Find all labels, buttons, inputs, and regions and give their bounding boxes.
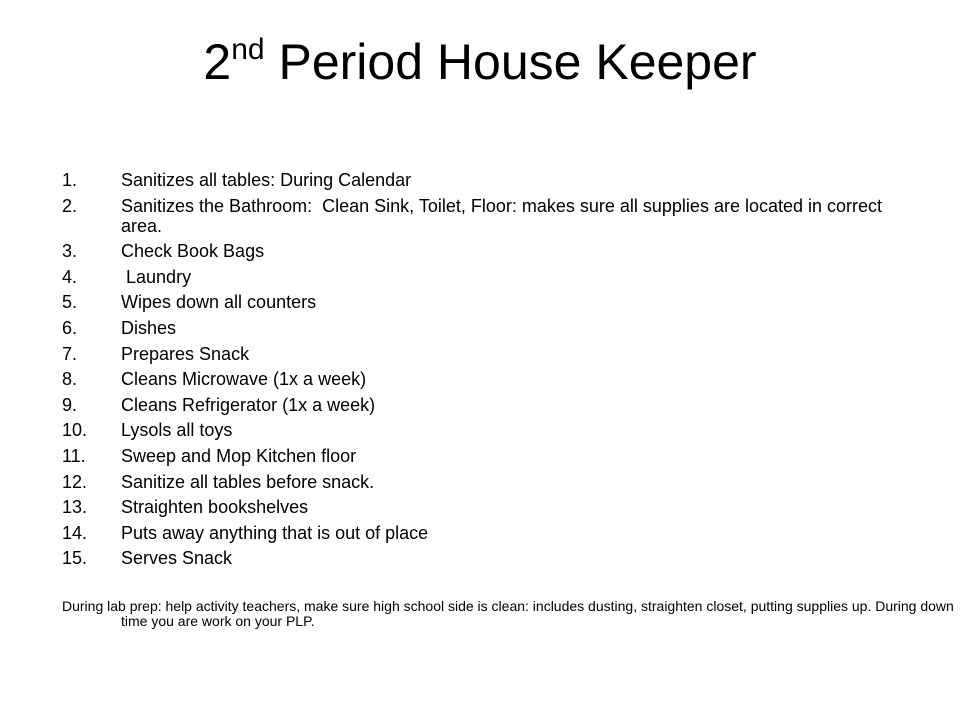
task-number: 15.	[62, 548, 88, 569]
title-text: Period House Keeper	[264, 34, 757, 90]
task-number: 6.	[62, 317, 78, 338]
task-number: 14.	[62, 522, 88, 543]
task-list	[62, 170, 892, 574]
task-text: Prepares Snack	[121, 343, 250, 364]
task-item	[62, 472, 892, 492]
task-item	[62, 497, 892, 517]
task-text: Wipes down all counters	[121, 292, 317, 313]
task-text: Laundry	[121, 266, 192, 287]
task-number: 8.	[62, 369, 78, 390]
task-number: 2.	[62, 195, 78, 216]
task-text: Cleans Microwave (1x a week)	[121, 369, 367, 390]
title-ordinal-suffix: nd	[231, 33, 265, 66]
task-text: Lysols all toys	[121, 420, 233, 441]
task-item	[62, 420, 892, 440]
task-number: 12.	[62, 471, 88, 492]
lab-prep-note: During lab prep: help activity teachers, make sure high school side is clean: includes dusting, straighten closet, putting supplies up. During down time you are work on your PLP.	[62, 598, 954, 629]
task-number: 1.	[62, 170, 78, 190]
task-item	[62, 523, 892, 543]
task-item	[62, 170, 892, 190]
task-text: Puts away anything that is out of place	[121, 522, 429, 543]
task-text: Sweep and Mop Kitchen floor	[121, 445, 357, 466]
task-number: 3.	[62, 241, 78, 262]
task-number: 11.	[62, 445, 86, 466]
task-item	[62, 548, 892, 568]
task-text: Sanitizes all tables: During Calendar	[121, 170, 412, 190]
task-number: 4.	[62, 266, 78, 287]
task-item	[62, 369, 892, 389]
task-item	[62, 241, 892, 261]
task-item	[62, 267, 892, 287]
page-title	[0, 22, 960, 102]
task-item	[62, 292, 892, 312]
task-item	[62, 318, 892, 338]
task-text: Sanitizes the Bathroom: Clean Sink, Toilet, Floor: makes sure all supplies are located in correct area.	[121, 195, 888, 236]
task-item	[62, 344, 892, 364]
task-text: Dishes	[121, 317, 177, 338]
task-text: Serves Snack	[121, 548, 233, 569]
task-text: Sanitize all tables before snack.	[121, 471, 375, 492]
task-item	[62, 446, 892, 466]
task-number: 9.	[62, 394, 78, 415]
task-item	[62, 395, 892, 415]
title-number: 2	[203, 34, 232, 90]
task-number: 10.	[62, 420, 88, 441]
task-text: Cleans Refrigerator (1x a week)	[121, 394, 376, 415]
task-item	[62, 196, 892, 236]
task-text: Check Book Bags	[121, 241, 265, 262]
task-number: 13.	[62, 497, 88, 518]
task-number: 5.	[62, 292, 78, 313]
task-text: Straighten bookshelves	[121, 497, 309, 518]
task-number: 7.	[62, 343, 78, 364]
